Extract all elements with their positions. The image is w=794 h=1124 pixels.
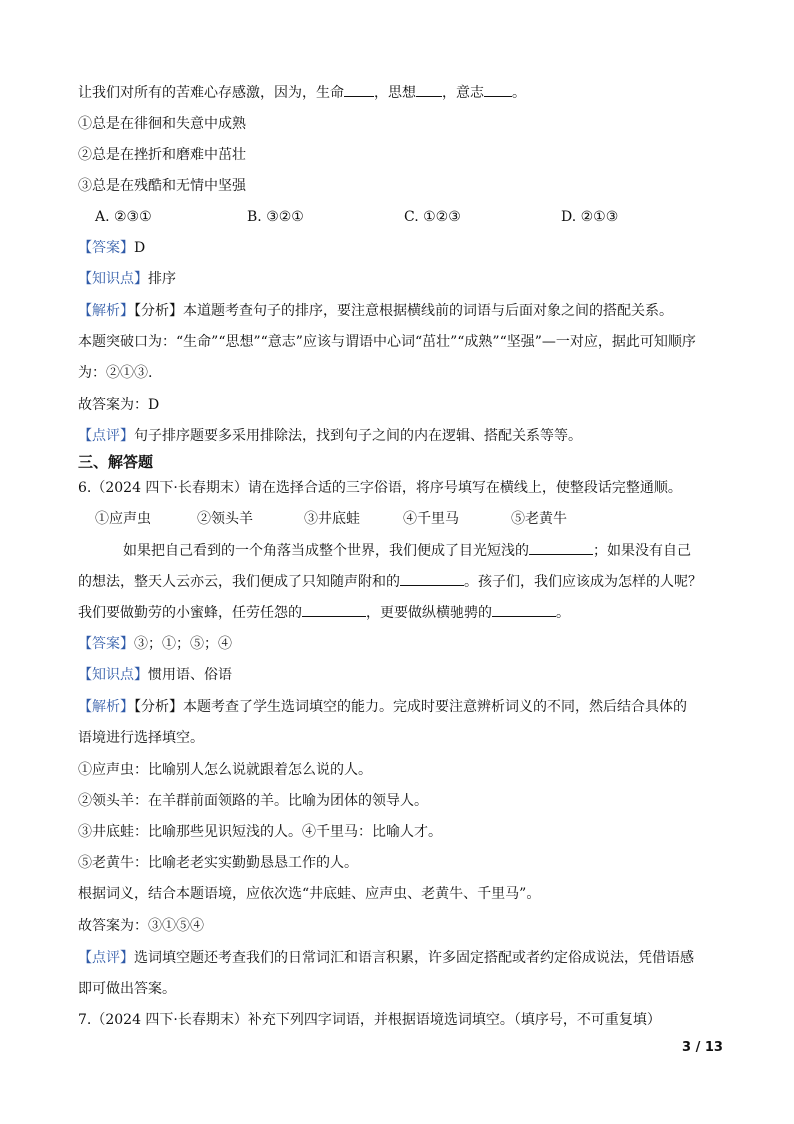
q6-text: 我们要做勤劳的小蜜蜂，任劳任怨的 bbox=[78, 605, 302, 621]
blank bbox=[416, 82, 442, 97]
q6-text: ；如果没有自己 bbox=[593, 543, 691, 559]
q5-analysis-line: 为：②①③. bbox=[78, 365, 153, 381]
knowledge-point-tag: 【知识点】 bbox=[78, 667, 148, 683]
q6-definition: ①应声虫：比喻别人怎么说就跟着怎么说的人。 bbox=[78, 762, 372, 778]
blank bbox=[400, 571, 464, 586]
q7-stem: 7.（2024 四下·长春期末）补充下列四字词语，并根据语境选词填空。（填序号，不可重复填） bbox=[78, 1012, 661, 1028]
q6-word: ②领头羊 bbox=[197, 511, 253, 527]
q5-stem bbox=[78, 82, 526, 103]
q6-text: 。孩子们，我们应该成为怎样的人呢？ bbox=[464, 574, 702, 590]
q6-text: 的想法，整天人云亦云，我们便成了只知随声附和的 bbox=[78, 574, 400, 590]
q5-stem-text: 让我们对所有的苦难心存感激，因为，生命 bbox=[78, 85, 344, 101]
knowledge-point-tag: 【知识点】 bbox=[78, 271, 148, 287]
q5-option-c: C. ①②③ bbox=[404, 209, 461, 225]
q6-answer bbox=[78, 634, 232, 654]
q6-definition: ②领头羊：在羊群前面领路的羊。比喻为团体的领导人。 bbox=[78, 793, 428, 809]
q6-word: ①应声虫 bbox=[95, 511, 151, 527]
analysis-tag: 【解析】 bbox=[78, 303, 134, 319]
analysis-tag: 【解析】 bbox=[78, 699, 134, 715]
q5-stem-text: 。 bbox=[512, 85, 526, 101]
q6-analysis bbox=[78, 697, 687, 717]
blank bbox=[529, 540, 593, 555]
q5-knowledge-point bbox=[78, 269, 176, 289]
blank bbox=[492, 602, 556, 617]
analysis-sub-tag: 【分析】 bbox=[134, 303, 183, 319]
comment-tag: 【点评】 bbox=[78, 428, 134, 444]
blank bbox=[302, 602, 366, 617]
q5-answer bbox=[78, 238, 145, 258]
q6-knowledge-point bbox=[78, 665, 232, 685]
q6-final-answer: 故答案为：③①⑤④ bbox=[78, 918, 204, 934]
q6-text: 。 bbox=[556, 605, 570, 621]
q5-option-b: B. ③②① bbox=[247, 209, 304, 225]
answer-value: ③；①；⑤；④ bbox=[134, 636, 232, 652]
knowledge-point-value: 惯用语、俗语 bbox=[148, 667, 232, 683]
analysis-text: 本题考查了学生选词填空的能力。完成时要注意辨析词义的不同，然后结合具体的 bbox=[183, 699, 687, 715]
q6-word: ④千里马 bbox=[403, 511, 459, 527]
q6-word: ③井底蛙 bbox=[304, 511, 360, 527]
blank bbox=[344, 82, 374, 97]
answer-tag: 【答案】 bbox=[78, 636, 134, 652]
comment-text: 选词填空题还考查我们的日常词汇和语言积累，许多固定搭配或者约定俗成说法，凭借语感 bbox=[134, 950, 694, 966]
page-number: 3 / 13 bbox=[682, 1040, 723, 1055]
q5-item: ②总是在挫折和磨难中茁壮 bbox=[78, 147, 246, 163]
q5-analysis-line: 本题突破口为：“生命”“思想”“意志”应该与谓语中心词“茁壮”“成熟”“坚强”—一对应，据此可知顺序 bbox=[78, 334, 696, 350]
section-heading: 三、解答题 bbox=[78, 453, 154, 471]
q6-paragraph-line bbox=[78, 602, 570, 623]
q5-item: ①总是在徘徊和失意中成熟 bbox=[78, 116, 246, 132]
blank bbox=[484, 82, 512, 97]
q5-item: ③总是在残酷和无情中坚强 bbox=[78, 178, 246, 194]
q6-paragraph-line bbox=[78, 571, 702, 592]
q5-option-a: A. ②③① bbox=[95, 209, 152, 225]
q6-stem: 6.（2024 四下·长春期末）请在选择合适的三字俗语，将序号填写在横线上，使整段话完整通顺。 bbox=[78, 480, 682, 496]
q6-definition: ③井底蛙：比喻那些见识短浅的人。④千里马：比喻人才。 bbox=[78, 824, 442, 840]
q6-word: ⑤老黄牛 bbox=[511, 511, 567, 527]
q5-comment bbox=[78, 426, 582, 446]
analysis-text: 本道题考查句子的排序，要注意根据横线前的词语与后面对象之间的搭配关系。 bbox=[183, 303, 673, 319]
q5-stem-text: ，思想 bbox=[374, 85, 416, 101]
comment-tag: 【点评】 bbox=[78, 950, 134, 966]
comment-text: 句子排序题要多采用排除法，找到句子之间的内在逻辑、搭配关系等等。 bbox=[134, 428, 582, 444]
answer-tag: 【答案】 bbox=[78, 240, 134, 256]
q6-comment bbox=[78, 948, 694, 968]
q5-analysis bbox=[78, 301, 673, 321]
q5-final-answer: 故答案为：D bbox=[78, 397, 160, 413]
q6-text: ，更要做纵横驰骋的 bbox=[366, 605, 492, 621]
q6-definition: ⑤老黄牛：比喻老老实实勤勤恳恳工作的人。 bbox=[78, 855, 358, 871]
q5-option-d: D. ②①③ bbox=[561, 209, 619, 225]
q6-text: 如果把自己看到的一个角落当成整个世界，我们便成了目光短浅的 bbox=[123, 543, 529, 559]
analysis-sub-tag: 【分析】 bbox=[134, 699, 183, 715]
knowledge-point-value: 排序 bbox=[148, 271, 176, 287]
q6-paragraph-line bbox=[123, 540, 691, 561]
q6-analysis-line: 语境进行选择填空。 bbox=[78, 730, 204, 746]
q6-comment-line: 即可做出答案。 bbox=[78, 981, 176, 997]
q5-stem-text: ，意志 bbox=[442, 85, 484, 101]
answer-value: D bbox=[134, 240, 146, 256]
q6-conclusion: 根据词义，结合本题语境，应依次选“井底蛙、应声虫、老黄牛、千里马”。 bbox=[78, 886, 541, 902]
